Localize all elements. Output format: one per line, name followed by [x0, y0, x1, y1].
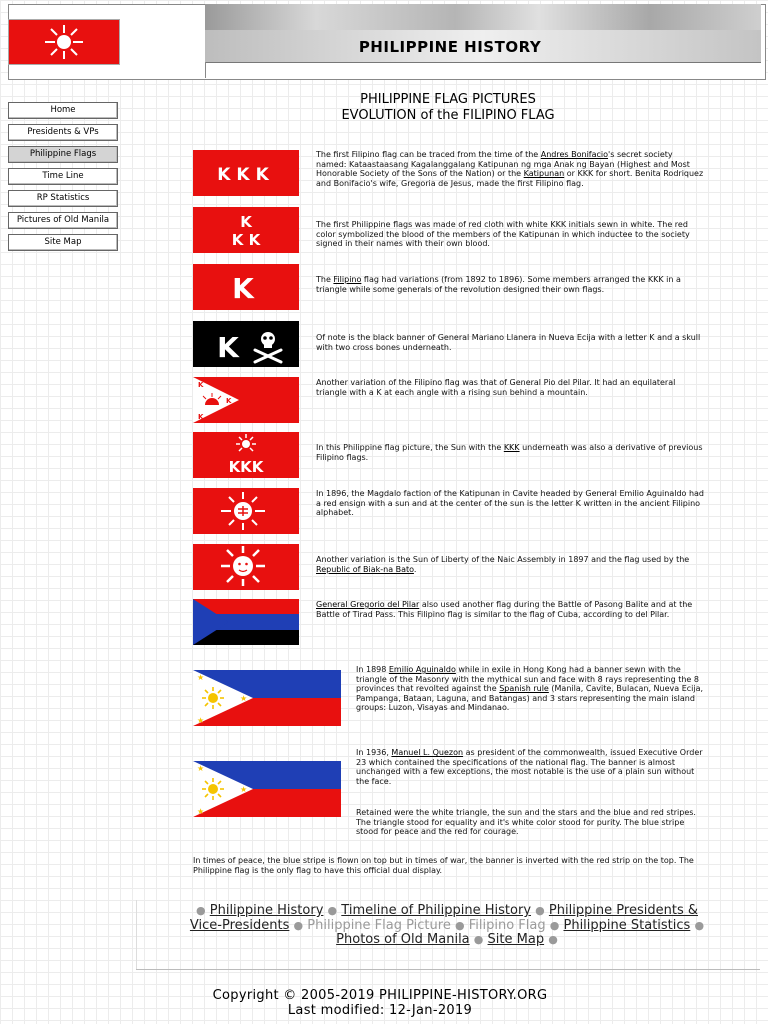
flag-9-description: General Gregorio del Pilar also used another flag during the Battle of Pasong Balite and at the Battle of Tirad Pass. This Filipino flag is similar to the flag of Cuba, according to del Pilar.: [316, 600, 693, 619]
bullet-icon: ●: [694, 918, 705, 932]
flag-8-description: Another variation is the Sun of Liberty of the Naic Assembly in 1897 and the flag used by the Republic of Biak-na Bato.: [316, 555, 690, 574]
footer-nav: [140, 904, 754, 948]
page-title-line2: EVOLUTION of the FILIPINO FLAG: [341, 108, 555, 123]
footer-link-statistics[interactable]: Philippine Statistics: [563, 917, 691, 933]
svg-text:★: ★: [197, 764, 205, 773]
flag-1936-philippine-image: [193, 761, 341, 817]
footer-link-timeline[interactable]: Timeline of Philippine History: [341, 903, 532, 918]
footer-current-filipino-flag: Filipino Flag: [468, 917, 546, 933]
bullet-icon: ●: [293, 918, 304, 932]
footer-link-old-manila[interactable]: Photos of Old Manila: [336, 932, 470, 947]
kkk-link[interactable]: KKK: [503, 443, 520, 452]
flag-single-k-image: [193, 264, 299, 310]
bullet-icon: ●: [549, 918, 560, 932]
emilio-aguinaldo-link[interactable]: Emilio Aguinaldo: [388, 665, 456, 674]
flag-kkk-letters: KKK: [217, 165, 275, 185]
flag-llanera-black-banner-image: [193, 321, 299, 367]
bullet-icon: ●: [548, 933, 558, 946]
page-title: [136, 92, 760, 124]
bullet-icon: ●: [327, 904, 338, 917]
flag-del-pilar-image: [193, 599, 299, 645]
flag-11-symbolism: Retained were the white triangle, the sun and the stars and the blue and red stripes. The triangle stood for equality and it's white color stood for purity. The blue stripe stood for peace and the red for courage.: [356, 808, 696, 837]
filipino-link[interactable]: Filipino: [333, 275, 362, 284]
flag-magdalo-image: [193, 488, 299, 534]
flag-kkk-image: [193, 150, 299, 196]
footer-current-flag-picture: Philippine Flag Picture: [307, 917, 451, 933]
svg-text:K: K: [198, 413, 204, 421]
flag-k-kk-image: [193, 207, 299, 253]
bullet-icon: ●: [473, 933, 484, 946]
page-title-line1: PHILIPPINE FLAG PICTURES: [360, 92, 536, 107]
svg-text:K: K: [217, 331, 239, 364]
flag-sun-kkk-image: [193, 432, 299, 478]
flag-sun-of-liberty-image: [193, 544, 299, 590]
flag-7-description: In 1896, the Magdalo faction of the Katipunan in Cavite headed by General Emilio Aguinaldo had a red ensign with a sun and at the center of the sun is the letter K written in the ancient Filipino alphabet.: [316, 489, 705, 518]
svg-text:★: ★: [197, 807, 205, 816]
nav-home[interactable]: Home: [8, 102, 118, 119]
footer-divider-vertical: [136, 900, 137, 970]
nav-time-line[interactable]: Time Line: [8, 168, 118, 185]
svg-text:K K: K K: [231, 231, 261, 249]
svg-text:KKK: KKK: [228, 458, 264, 476]
bullet-icon: ●: [535, 904, 545, 917]
flag-11-description: In 1936, Manuel L. Quezon as president of the commonwealth, issued Executive Order 23 which contained the specifications of the national flag. The banner is almost unchanged with a few exceptions, the most notable is the use of a plain sun without the face.: [356, 748, 703, 786]
spanish-rule-link[interactable]: Spanish rule: [499, 684, 549, 694]
bullet-icon: ●: [196, 904, 206, 917]
svg-text:★: ★: [240, 785, 248, 794]
nav-old-manila[interactable]: Pictures of Old Manila: [8, 212, 118, 229]
footer-divider: [136, 969, 760, 970]
flag-4-description: Of note is the black banner of General Mariano Llanera in Nueva Ecija with a letter K and a skull with two cross bones underneath.: [316, 333, 701, 352]
svg-text:K: K: [240, 213, 252, 231]
bullet-icon: ●: [454, 918, 465, 932]
copyright-text: Copyright © 2005-2019 PHILIPPINE-HISTORY.ORG: [212, 988, 548, 1003]
footer-link-philippine-history[interactable]: Philippine History: [209, 903, 324, 918]
svg-text:K: K: [198, 381, 204, 389]
flag-pio-del-pilar-image: [193, 377, 299, 423]
svg-text:K: K: [232, 272, 254, 305]
footer-link-presidents[interactable]: Philippine Presidents & Vice-Presidents: [189, 903, 698, 933]
katipunan-sun-logo[interactable]: [8, 19, 120, 65]
closing-paragraph: In times of peace, the blue stripe is flown on top but in times of war, the banner is inverted with the red strip on the top. The Philippine flag is the only flag to have this official dual display.: [193, 856, 694, 875]
copyright-block: [150, 988, 610, 1018]
flag-1898-philippine-image: [193, 670, 341, 726]
biak-na-bato-link[interactable]: Republic of Biak-na Bato: [316, 564, 414, 574]
flag-6-description: In this Philippine flag picture, the Sun with the KKK underneath was also a derivative of previous Filipino flags.: [316, 443, 703, 462]
flag-2-description: The first Philippine flags was made of red cloth with white KKK initials sewn in white. The red color symbolized the blood of the members of the Katipunan in which inductee to the society signed in their names with their own blood.: [316, 220, 690, 249]
katipunan-link[interactable]: Katipunan: [523, 169, 565, 179]
nav-presidents[interactable]: Presidents & VPs: [8, 124, 118, 141]
flag-5-description: Another variation of the Filipino flag was that of General Pio del Pilar. It had an equilateral triangle with a K at each angle with a rising sun behind a mountain.: [316, 378, 676, 397]
svg-text:★: ★: [197, 716, 205, 725]
nav-philippine-flags[interactable]: Philippine Flags: [8, 146, 118, 163]
last-modified-text: Last modified: 12-Jan-2019: [287, 1003, 473, 1018]
andres-bonifacio-link[interactable]: Andres Bonifacio: [540, 150, 609, 159]
site-title: PHILIPPINE HISTORY: [358, 38, 542, 56]
manuel-quezon-link[interactable]: Manuel L. Quezon: [391, 748, 464, 757]
svg-text:K: K: [226, 397, 232, 405]
header-divider: [205, 62, 206, 78]
svg-text:★: ★: [240, 694, 248, 703]
svg-text:★: ★: [197, 673, 205, 682]
flag-10-description: In 1898 Emilio Aguinaldo while in exile in Hong Kong had a banner sewn with the triangle of the Masonry with the mythical sun and face with 8 rays representing the 8 provinces that revolted against the Spanish rule (Manila, Cavite, Bulacan, Nueva Ecija, Pampanga, Bataan, Laguna, and Batangas) and 3 stars representing the main island groups: Luzon, Visayas and Mindanao.: [356, 665, 704, 713]
nav-site-map[interactable]: Site Map: [8, 234, 118, 251]
gregorio-del-pilar-link[interactable]: General Gregorio del Pilar: [316, 600, 420, 609]
flag-3-description: The Filipino flag had variations (from 1892 to 1896). Some members arranged the KKK in a triangle while some generals of the revolution designed their own flags.: [316, 275, 681, 294]
footer-link-site-map[interactable]: Site Map: [487, 932, 545, 947]
flag-1-description: The first Filipino flag can be traced from the time of the Andres Bonifacio's secret society named: Kataastaasang Kagalanggalang Katipunan ng mga Anak ng Bayan (Highest and Most Honorable Society of the Sons of the Nation) or the Katipunan or KKK for short. Benita Rodriquez and Bonifacio's wife, Gregoria de Jesus, made the first Filipino flag.: [316, 150, 704, 188]
nav-rp-statistics[interactable]: RP Statistics: [8, 190, 118, 207]
